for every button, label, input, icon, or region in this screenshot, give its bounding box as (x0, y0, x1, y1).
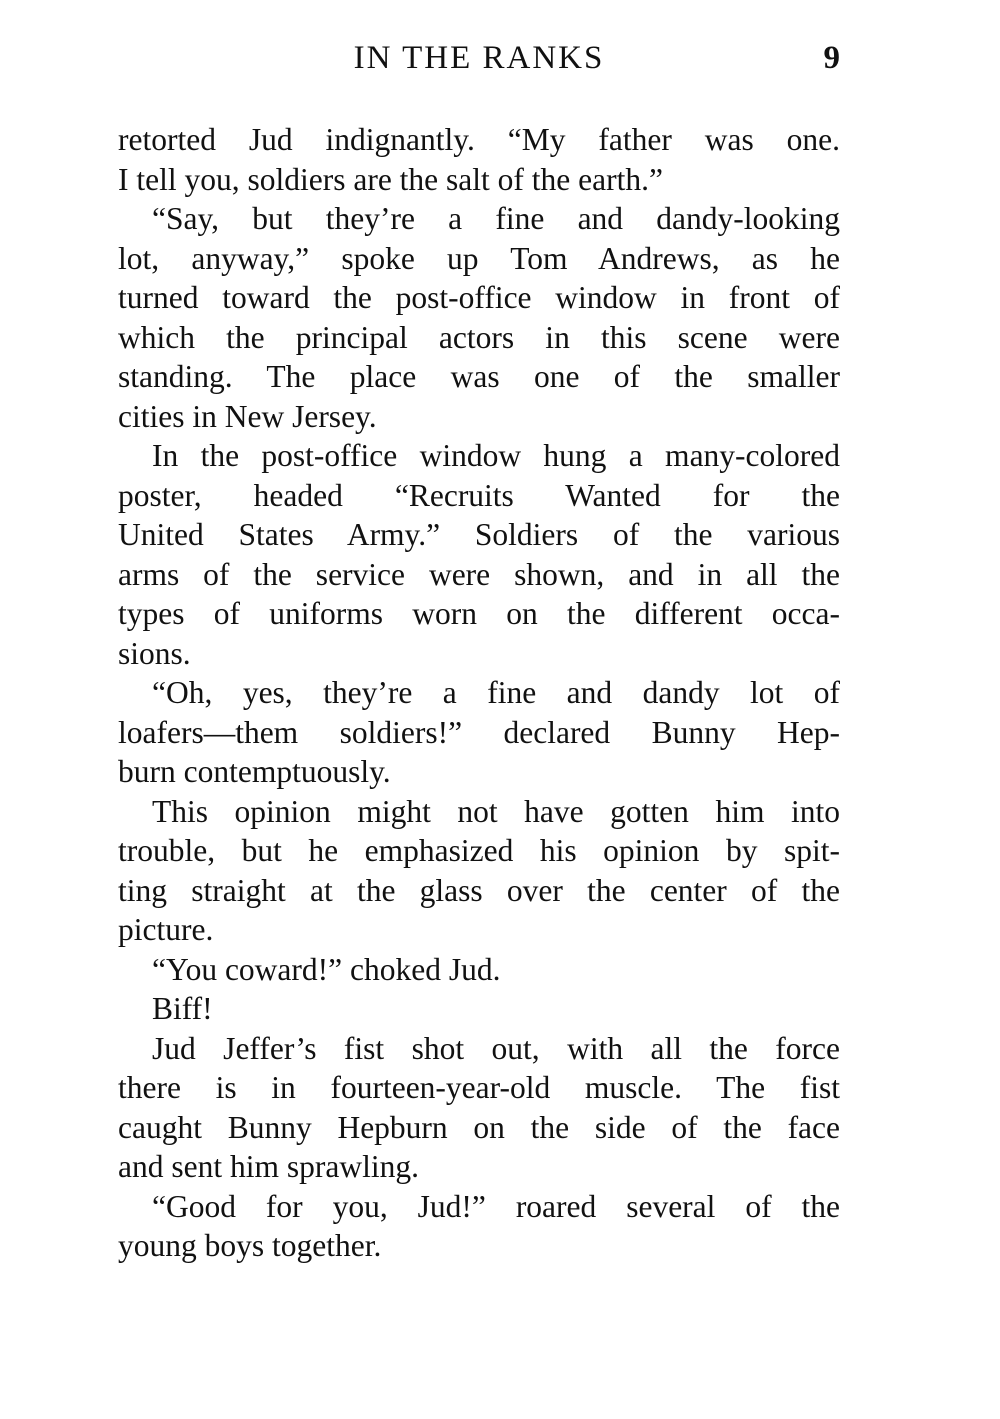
text-line: types of uniforms worn on the different occa- (118, 596, 840, 631)
body-text (118, 120, 840, 1266)
text-line: there is in fourteen-year-old muscle. The fist (118, 1070, 840, 1105)
text-line: picture. (118, 912, 214, 947)
text-line: and sent him sprawling. (118, 1149, 419, 1184)
text-line: turned toward the post-office window in front of (118, 280, 840, 315)
text-line: In the post-office window hung a many-colored (152, 438, 840, 473)
running-head (118, 36, 840, 80)
text-line: cities in New Jersey. (118, 398, 377, 434)
text-line: lot, anyway,” spoke up Tom Andrews, as he (118, 240, 840, 276)
page-number: 9 (823, 40, 840, 76)
text-line: “Good for you, Jud!” roared several of the (152, 1188, 840, 1224)
text-line: which the principal actors in this scene were (118, 319, 840, 355)
text-line: Biff! (152, 991, 213, 1026)
text-line: This opinion might not have gotten him into (152, 793, 840, 829)
text-line: “You coward!” choked Jud. (152, 951, 501, 987)
text-line: trouble, but he emphasized his opinion by spit- (118, 833, 840, 868)
text-line: United States Army.” Soldiers of the various (118, 517, 840, 552)
text-line: burn contemptuously. (118, 754, 391, 789)
text-line: sions. (118, 635, 191, 671)
text-line: “Oh, yes, they’re a fine and dandy lot of (152, 675, 840, 710)
text-line: young boys together. (118, 1228, 382, 1263)
text-line: ting straight at the glass over the center of the (118, 872, 840, 908)
text-line: poster, headed “Recruits Wanted for the (118, 477, 840, 513)
text-line: arms of the service were shown, and in all the (118, 556, 840, 592)
running-title: IN THE RANKS (353, 40, 605, 76)
text-line: I tell you, soldiers are the salt of the earth.” (118, 161, 663, 197)
text-line: loafers—them soldiers!” declared Bunny Hep- (118, 714, 840, 750)
text-line: caught Bunny Hepburn on the side of the face (118, 1109, 840, 1145)
text-line: standing. The place was one of the smaller (118, 359, 840, 394)
text-line: “Say, but they’re a fine and dandy-looking (152, 201, 840, 236)
text-line: Jud Jeffer’s fist shot out, with all the force (152, 1030, 840, 1066)
text-line: retorted Jud indignantly. “My father was one. (118, 122, 840, 157)
